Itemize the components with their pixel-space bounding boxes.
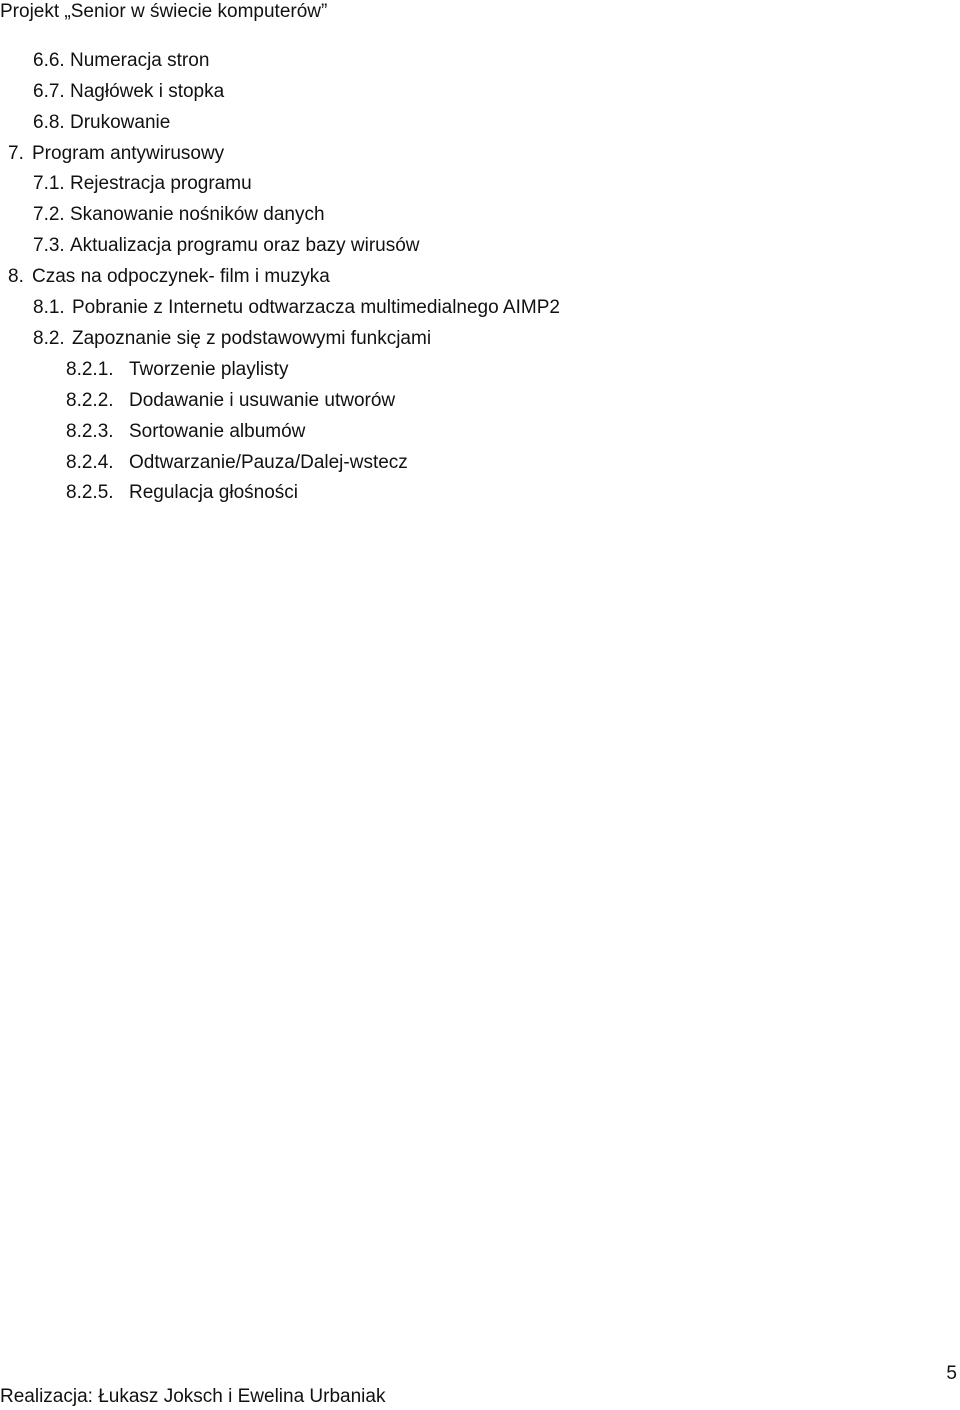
toc-entry <box>33 49 209 73</box>
footer-credits: Realizacja: Łukasz Joksch i Ewelina Urbaniak <box>0 1386 386 1407</box>
toc-entry-text: Tworzenie playlisty <box>129 359 289 380</box>
toc-entry-text: Regulacja głośności <box>129 482 298 503</box>
toc-entry <box>66 451 408 475</box>
toc-entry-text: Czas na odpoczynek- film i muzyka <box>32 266 330 287</box>
toc-entry-number: 7.1. <box>33 173 65 194</box>
toc-entry <box>33 327 431 351</box>
toc-entry-number: 8.2.1. <box>66 359 114 380</box>
toc-entry-number: 7.2. <box>33 204 65 225</box>
toc-entry-text: Numeracja stron <box>70 50 210 71</box>
toc-entry <box>66 481 298 505</box>
toc-entry-text: Rejestracja programu <box>70 173 252 194</box>
toc-entry <box>33 296 560 320</box>
toc-entry-number: 7.3. <box>33 235 65 256</box>
toc-entry-text: Drukowanie <box>70 112 171 133</box>
toc-entry-number: 8.1. <box>33 297 65 318</box>
toc-entry <box>33 172 252 196</box>
toc-entry-text: Pobranie z Internetu odtwarzacza multimedialnego AIMP2 <box>72 297 560 318</box>
toc-entry-text: Skanowanie nośników danych <box>70 204 325 225</box>
toc-entry <box>8 142 224 166</box>
toc-entry-number: 7. <box>8 143 24 164</box>
toc-entry-number: 8.2.4. <box>66 452 114 473</box>
toc-entry <box>8 265 330 289</box>
toc-entry-text: Aktualizacja programu oraz bazy wirusów <box>70 235 420 256</box>
toc-entry <box>33 203 325 227</box>
toc-entry-number: 6.7. <box>33 81 65 102</box>
toc-entry-text: Zapoznanie się z podstawowymi funkcjami <box>72 328 432 349</box>
toc-entry <box>66 389 395 413</box>
toc-entry-number: 8.2.5. <box>66 482 114 503</box>
toc-entry-number: 6.6. <box>33 50 65 71</box>
toc-entry <box>66 420 305 444</box>
toc-entry-number: 8.2.2. <box>66 390 114 411</box>
toc-entry-number: 8.2.3. <box>66 421 114 442</box>
toc-entry-text: Sortowanie albumów <box>129 421 306 442</box>
toc-entry <box>66 358 288 382</box>
toc-entry-number: 6.8. <box>33 112 65 133</box>
page-number: 5 <box>946 1363 957 1384</box>
toc-entry <box>33 80 224 104</box>
toc-entry <box>33 111 170 135</box>
toc-entry-text: Nagłówek i stopka <box>70 81 225 102</box>
page-header-title: Projekt „Senior w świecie komputerów” <box>0 1 328 22</box>
toc-entry-number: 8.2. <box>33 328 65 349</box>
toc-entry-text: Dodawanie i usuwanie utworów <box>129 390 396 411</box>
toc-entry <box>33 234 420 258</box>
toc-entry-text: Odtwarzanie/Pauza/Dalej-wstecz <box>129 452 408 473</box>
toc-entry-number: 8. <box>8 266 24 287</box>
toc-entry-text: Program antywirusowy <box>32 143 225 164</box>
